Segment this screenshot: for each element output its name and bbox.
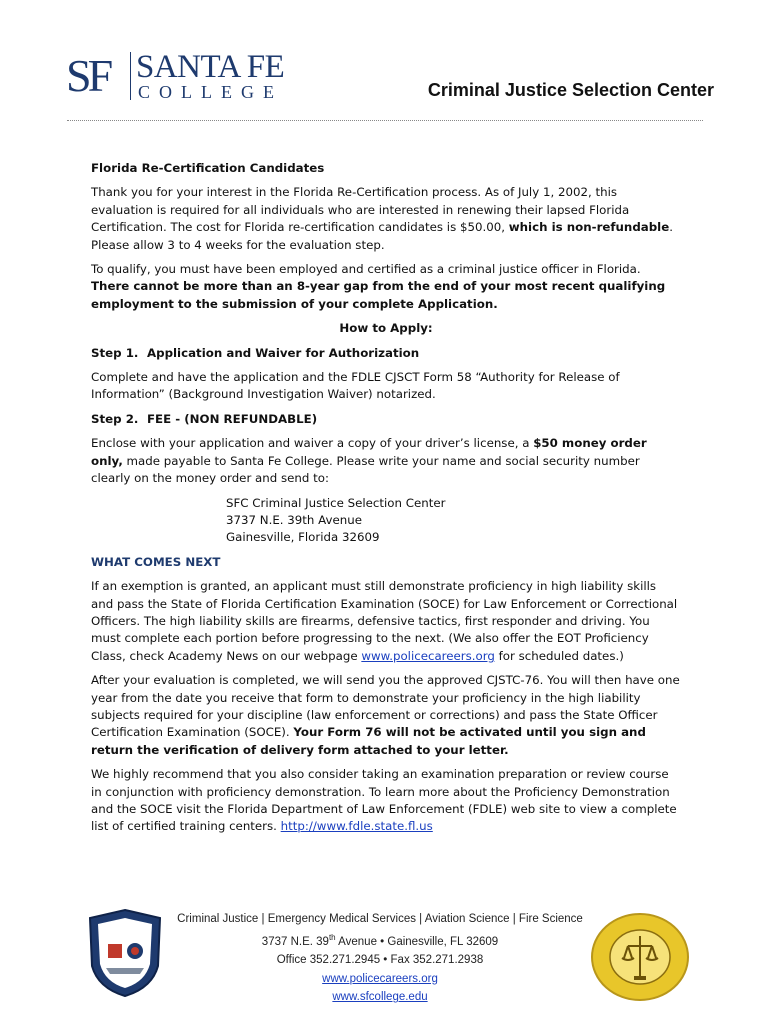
step-2-paragraph [91,435,681,487]
footer-address-sup: th [328,932,336,942]
step-2-text-end: made payable to Santa Fe College. Please write your name and social security number clearly on the money order and send to: [91,453,640,486]
selection-center-seal-icon [588,912,692,1002]
next-paragraph-3 [91,766,681,836]
logo-divider [130,52,131,100]
policecareers-link[interactable]: www.policecareers.org [361,648,495,663]
intro-bold: which is non-refundable [508,220,670,235]
footer-address-end: Avenue • Gainesville, FL 32609 [335,935,499,948]
qualify-paragraph [91,261,681,313]
section-heading: Florida Re-Certification Candidates [91,161,325,175]
step-2-title: FEE - (NON REFUNDABLE) [147,411,318,426]
footer-phone: Office 352.271.2945 • Fax 352.271.2938 [276,954,484,967]
how-to-apply-heading: How to Apply: [339,321,433,336]
next-paragraph-1 [91,578,681,665]
next-2-bold: Your Form 76 will not be activated until you sign and return the verification of delivery form attached to your letter. [91,725,646,757]
what-comes-next-heading: WHAT COMES NEXT [91,554,221,569]
intro-text-end: . Please allow 3 to 4 weeks for the evaluation step. [91,220,673,252]
step-2-heading [91,411,681,428]
logo-college: COLLEGE [138,82,283,102]
step-2-number: Step 2. [91,411,139,426]
qualify-text: To qualify, you must have been employed and certified as a criminal justice officer in Florida. [91,262,641,277]
document-body [91,160,681,843]
intro-paragraph [91,184,681,254]
address-line-3: Gainesville, Florida 32609 [226,530,380,545]
step-1-number: Step 1. [91,345,139,360]
footer-departments: Criminal Justice | Emergency Medical Services | Aviation Science | Fire Science [177,913,583,925]
address-line-2: 3737 N.E. 39th Avenue [226,512,362,527]
address-line-1: SFC Criminal Justice Selection Center [226,495,446,510]
intro-text: Thank you for your interest in the Florida Re-Certification process. As of July 1, 2002, this evaluation is required for all individuals who are interested in renewing their lapsed Florida Certification. The cost for Florida re-certification candidates is $50.00, [91,185,630,235]
step-1-heading [91,345,681,362]
header-divider [67,120,703,121]
page-title: Criminal Justice Selection Center [427,80,714,100]
footer-info [170,910,590,1007]
footer-address-start: 3737 N.E. 39 [261,935,329,948]
mailing-address [226,495,681,547]
logo-initials: SF [66,50,110,101]
step-2-text: Enclose with your application and waiver a copy of your driver’s license, a [91,436,534,451]
step-1-text: Complete and have the application and the FDLE CJSCT Form 58 “Authority for Release of Information” (Background Investigation Waiver) notarized. [91,370,620,402]
footer-sfcollege-link[interactable]: www.sfcollege.edu [332,991,428,1004]
logo-name: SANTA FE [136,49,285,85]
santa-fe-college-logo [66,48,291,104]
step-2-bold: $50 money order only, [91,436,647,468]
next-1-text-end: for scheduled dates.) [494,648,624,663]
fdle-link[interactable]: http://www.fdle.state.fl.us [280,819,433,834]
next-1-text: If an exemption is granted, an applicant must still demonstrate proficiency in high liability skills and pass the State of Florida Certification Examination (SOCE) for Law Enforcement or Correctional Officers. The high liability skills are firearms, defensive tactics, first responder and driving. You must complete each portion before progressing to the next. (We also offer the EOT Proficiency Class, check Academy News on our webpage [91,579,678,663]
institute-public-safety-badge-icon [86,908,164,998]
footer-policecareers-link[interactable]: www.policecareers.org [322,972,438,985]
next-2-text: After your evaluation is completed, we will send you the approved CJSTC-76. You will then have one year from the date you receive that form to demonstrate your proficiency in the high liability subjects required for your discipline (law enforcement or corrections) and pass the State Officer Certification Examination (SOCE). [91,673,680,740]
step-1-title: Application and Waiver for Authorization [147,345,420,360]
qualify-bold: There cannot be more than an 8-year gap from the end of your most recent qualifying employment to the submission of your complete Application. [91,279,666,311]
footer-address [170,929,590,951]
next-paragraph-2 [91,672,681,759]
next-3-text: We highly recommend that you also consider taking an examination preparation or review course in conjunction with proficiency demonstration. To learn more about the Proficiency Demonstration and the SOCE visit the Florida Department of Law Enforcement (FDLE) web site to view a complete list of certified training centers. [91,767,677,834]
